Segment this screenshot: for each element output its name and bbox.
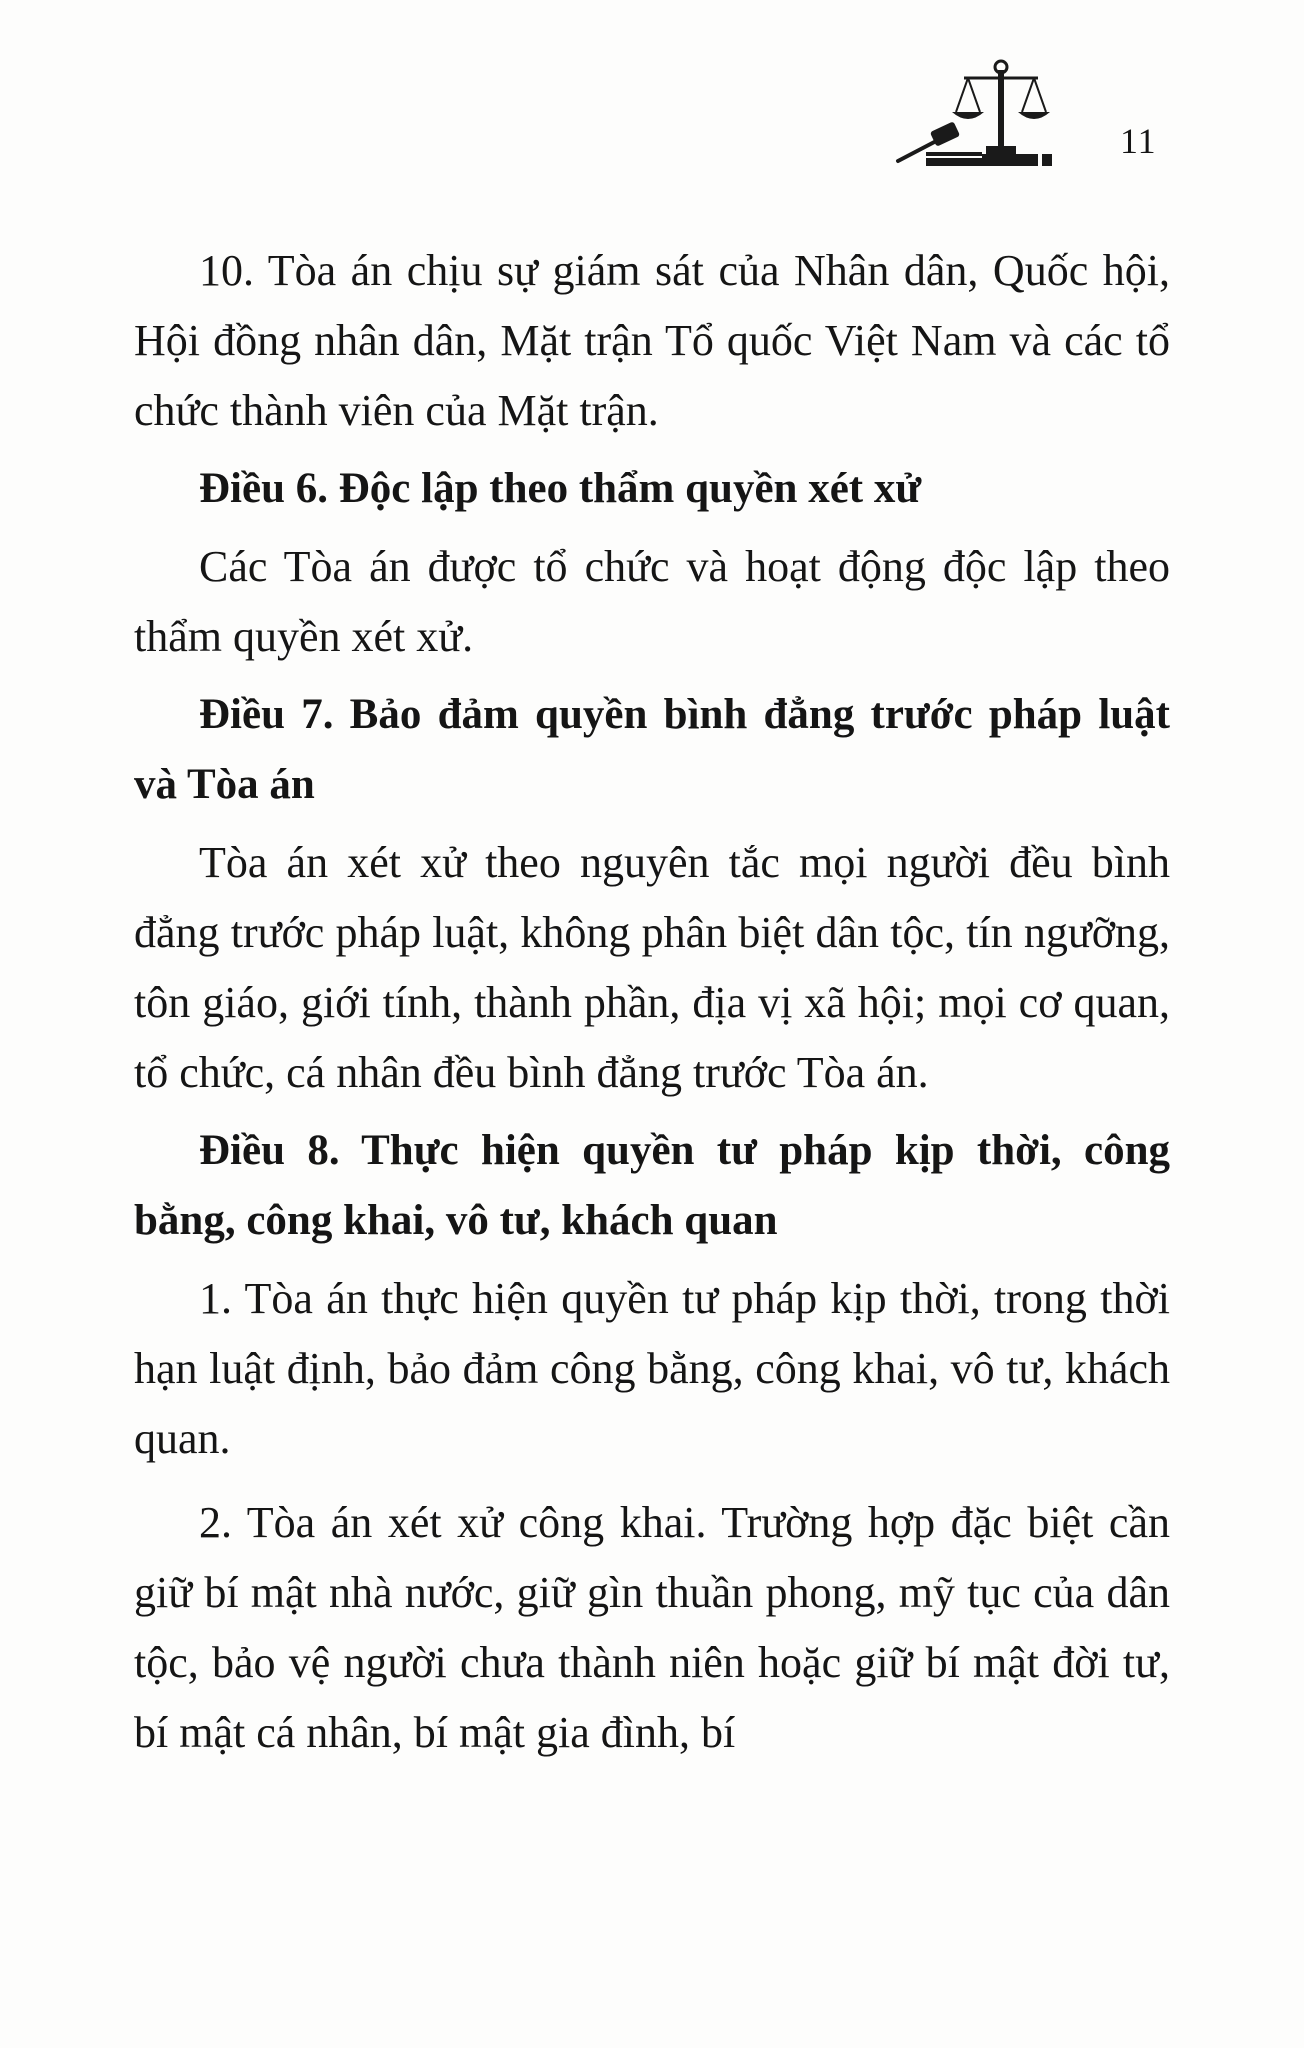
article-6-heading: Điều 6. Độc lập theo thẩm quyền xét xử — [199, 465, 922, 512]
article-7-paragraph: Tòa án xét xử theo nguyên tắc mọi người đều bình đẳng trước pháp luật, không phân biệt dân tộc, tín ngưỡng, tôn giáo, giới tính, thành phần, địa vị xã hội; mọi cơ quan, tổ chức, cá nhân đều bình đẳng trước Tòa án. — [134, 838, 1170, 1097]
article-6-paragraph: Các Tòa án được tổ chức và hoạt động độc lập theo thẩm quyền xét xử. — [134, 542, 1170, 661]
scales-of-justice-gavel-icon — [890, 56, 1076, 174]
page-number: 11 — [1120, 121, 1157, 161]
article-8-heading: Điều 8. Thực hiện quyền tư pháp kịp thời, công bằng, công khai, vô tư, khách quan — [134, 1127, 1170, 1244]
article-8-clause-2: 2. Tòa án xét xử công khai. Trường hợp đặc biệt cần giữ bí mật nhà nước, giữ gìn thuần phong, mỹ tục của dân tộc, bảo vệ người chưa thành niên hoặc giữ bí mật đời tư, bí mật cá nhân, bí mật gia đình, bí — [134, 1498, 1170, 1757]
article-7-heading: Điều 7. Bảo đảm quyền bình đẳng trước pháp luật và Tòa án — [134, 691, 1170, 808]
article-8-clause-1: 1. Tòa án thực hiện quyền tư pháp kịp thời, trong thời hạn luật định, bảo đảm công bằng, công khai, vô tư, khách quan. — [134, 1274, 1170, 1463]
clause-10-paragraph: 10. Tòa án chịu sự giám sát của Nhân dân, Quốc hội, Hội đồng nhân dân, Mặt trận Tổ quốc Việt Nam và các tổ chức thành viên của Mặt trận. — [134, 246, 1170, 435]
page-body — [134, 236, 1170, 1768]
